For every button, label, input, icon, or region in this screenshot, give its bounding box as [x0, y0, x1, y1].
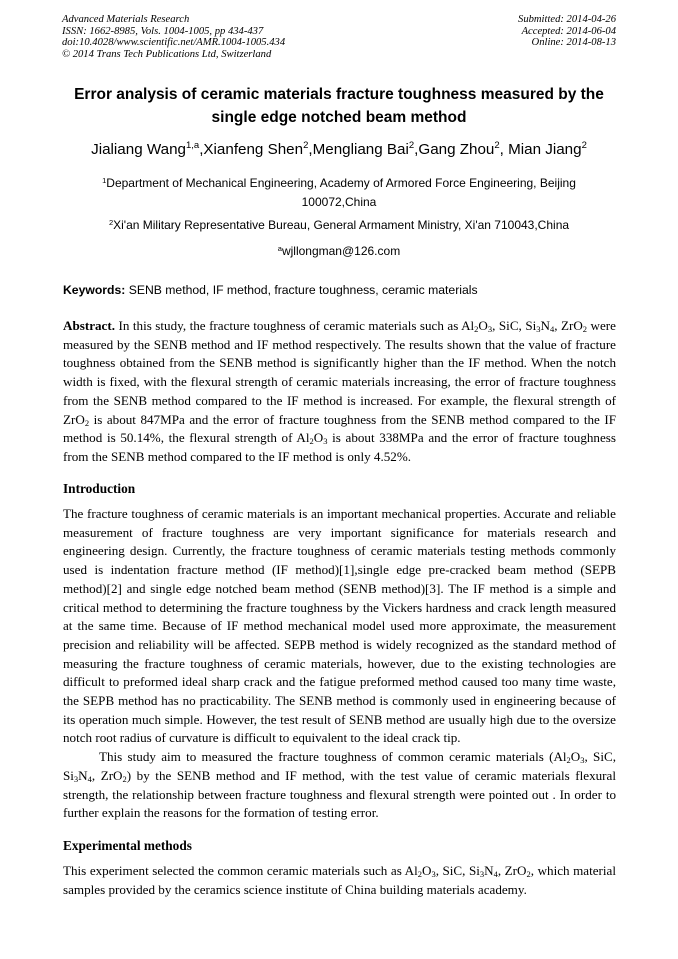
- subscript: 2: [566, 755, 571, 766]
- submitted-date: Submitted: 2014-04-26: [518, 14, 616, 25]
- subscript: 3: [73, 773, 79, 784]
- section-heading-introduction: Introduction: [63, 481, 136, 496]
- paragraph: The fracture toughness of ceramic materials is an important mechanical properties. Accurate and reliable measurement of fracture toughness are very important significance for materials research and engineering design. Currently, the fracture toughness of ceramic materials testing methods commonly used is indentation fracture method (IF method)[1],single edge pre-cracked beam method (SEPB method)[2] and single edge notched beam method (SENB method)[3]. The IF method is a simple and critical method to determining the fracture toughness by the Vickers hardness and crack length measured at the same time. Because of IF method mechanical model used more approximate, the measurement precision and reliability will be affected. SEPB method is widely recognized as the standard method of measuring the fracture toughness of ceramic materials, however, due to the existing technologies are difficult to preformed ideal sharp crack and the fatigue preformed method caused too many time waste, the SEPB method has no practicability. The SENB method is commonly used in engineering because of its operation much simple. However, the test result of SENB method are usually high due to the oversize notch root radius of curvature is difficult to equivalent to the ideal crack tip.: [63, 506, 616, 746]
- introduction-body: [63, 505, 616, 823]
- journal-info: [62, 14, 285, 60]
- author-sup: 2: [408, 140, 415, 151]
- affiliation-sup: 1: [102, 176, 107, 185]
- subscript: 2: [582, 324, 588, 334]
- author-name: ,Gang Zhou: [414, 141, 495, 158]
- accepted-date: Accepted: 2014-06-04: [521, 25, 616, 37]
- author-sup: 2: [303, 140, 309, 151]
- affiliation-2: [62, 216, 616, 235]
- title-line-2: single edge notched beam method: [211, 109, 467, 126]
- dates-info: [518, 14, 616, 49]
- keywords-label: Keywords:: [63, 283, 126, 297]
- text-run: , ZrO: [554, 318, 583, 333]
- subscript: 3: [580, 755, 585, 766]
- text-run: O: [478, 318, 488, 333]
- author-name: ,Mengliang Bai: [308, 141, 409, 158]
- text-run: In this study, the fracture toughness of ceramic materials such as Al: [115, 318, 475, 333]
- text-run: , which material samples provided by the ceramics science institute of China building materials academy.: [63, 863, 616, 897]
- paper-title: [40, 83, 638, 129]
- subscript: 2: [122, 773, 127, 784]
- section-heading-experimental: Experimental methods: [63, 838, 192, 853]
- author-list: [30, 140, 648, 160]
- abstract: [63, 317, 616, 467]
- subscript: 4: [493, 869, 498, 879]
- issn-line: ISSN: 1662-8985, Vols. 1004-1005, pp 434-437: [62, 25, 264, 37]
- subscript: 2: [417, 869, 422, 879]
- author-sup: 2: [494, 140, 500, 151]
- online-date: Online: 2014-08-13: [531, 37, 616, 49]
- text-run: O: [313, 430, 324, 446]
- text-run: , SiC, Si: [435, 863, 480, 878]
- text-run: , SiC, Si: [63, 749, 616, 783]
- text-run: is about 847MPa and the error of fracture toughness from the SENB method compared to the IF method is 50.14%, the flexural strength of Al: [63, 411, 616, 446]
- email-text: wjllongman@126.com: [281, 244, 401, 258]
- author-name: ,Xianfeng Shen: [199, 141, 304, 158]
- subscript: 4: [87, 773, 92, 784]
- subscript: 3: [479, 869, 485, 879]
- text-run: N: [78, 767, 88, 783]
- subscript: 3: [431, 869, 436, 879]
- text-run: N: [540, 318, 550, 333]
- text-run: , ZrO: [497, 863, 527, 878]
- author-sup: 2: [581, 140, 587, 151]
- text-run: This study aim to measured the fracture toughness of common ceramic materials (Al: [99, 749, 567, 765]
- text-run: O: [570, 749, 581, 765]
- text-run: , SiC, Si: [492, 318, 537, 333]
- abstract-label: Abstract.: [63, 318, 115, 333]
- text-run: ) by the SENB method and IF method, with the test value of ceramic materials flexural strength, the relationship between fracture toughness and flexural strength were pointed out . In order to further explain the reasons for the formation of testing error.: [63, 767, 616, 821]
- author-email: [62, 242, 616, 261]
- email-sup: a: [277, 244, 282, 253]
- text-run: is about 338MPa and the error of fracture toughness from the SENB method compared to the IF method is only 4.52%.: [63, 430, 616, 464]
- paragraph: [63, 748, 616, 823]
- keywords: [63, 281, 616, 299]
- subscript: 3: [536, 324, 541, 334]
- subscript: 2: [474, 324, 479, 334]
- text-run: , ZrO: [91, 767, 123, 783]
- keywords-text: SENB method, IF method, fracture toughness, ceramic materials: [125, 283, 478, 297]
- affiliation-text: Xi'an Military Representative Bureau, General Armament Ministry, Xi'an 710043,China: [113, 218, 570, 232]
- experimental-body: [63, 862, 616, 899]
- subscript: 4: [549, 324, 555, 334]
- author-name: , Mian Jiang: [499, 141, 582, 158]
- text-run: were measured by the SENB method and IF method respectively. The results shown that the value of fracture toughness obtained from the SENB method is significantly higher than the IF method. When the notch width is fixed, with the flexural strength of ceramic materials increasing, the error of fracture toughness from the SENB method compared to the IF method is increased. For example, the flexural strength of ZrO: [63, 318, 616, 427]
- affiliation-sup: 2: [108, 218, 114, 227]
- subscript: 2: [526, 869, 531, 879]
- title-line-1: Error analysis of ceramic materials fracture toughness measured by the: [74, 86, 604, 103]
- text-run: This experiment selected the common ceramic materials such as Al: [63, 863, 418, 878]
- text-run: N: [484, 863, 494, 878]
- text-run: O: [421, 863, 432, 878]
- affiliation-text: Department of Mechanical Engineering, Academy of Armored Force Engineering, Beijing: [106, 176, 576, 190]
- subscript: 3: [323, 436, 328, 447]
- author-sup: 1,a: [185, 140, 200, 151]
- copyright-line: © 2014 Trans Tech Publications Ltd, Switzerland: [62, 48, 272, 60]
- journal-name: Advanced Materials Research: [62, 14, 190, 25]
- affiliation-1: [62, 174, 616, 212]
- subscript: 2: [84, 417, 90, 428]
- subscript: 2: [309, 436, 314, 447]
- affiliation-text: 100072,China: [301, 195, 377, 209]
- author-name: Jialiang Wang: [91, 141, 186, 158]
- subscript: 3: [487, 324, 493, 334]
- doi-line: doi:10.4028/www.scientific.net/AMR.1004-1005.434: [62, 37, 286, 49]
